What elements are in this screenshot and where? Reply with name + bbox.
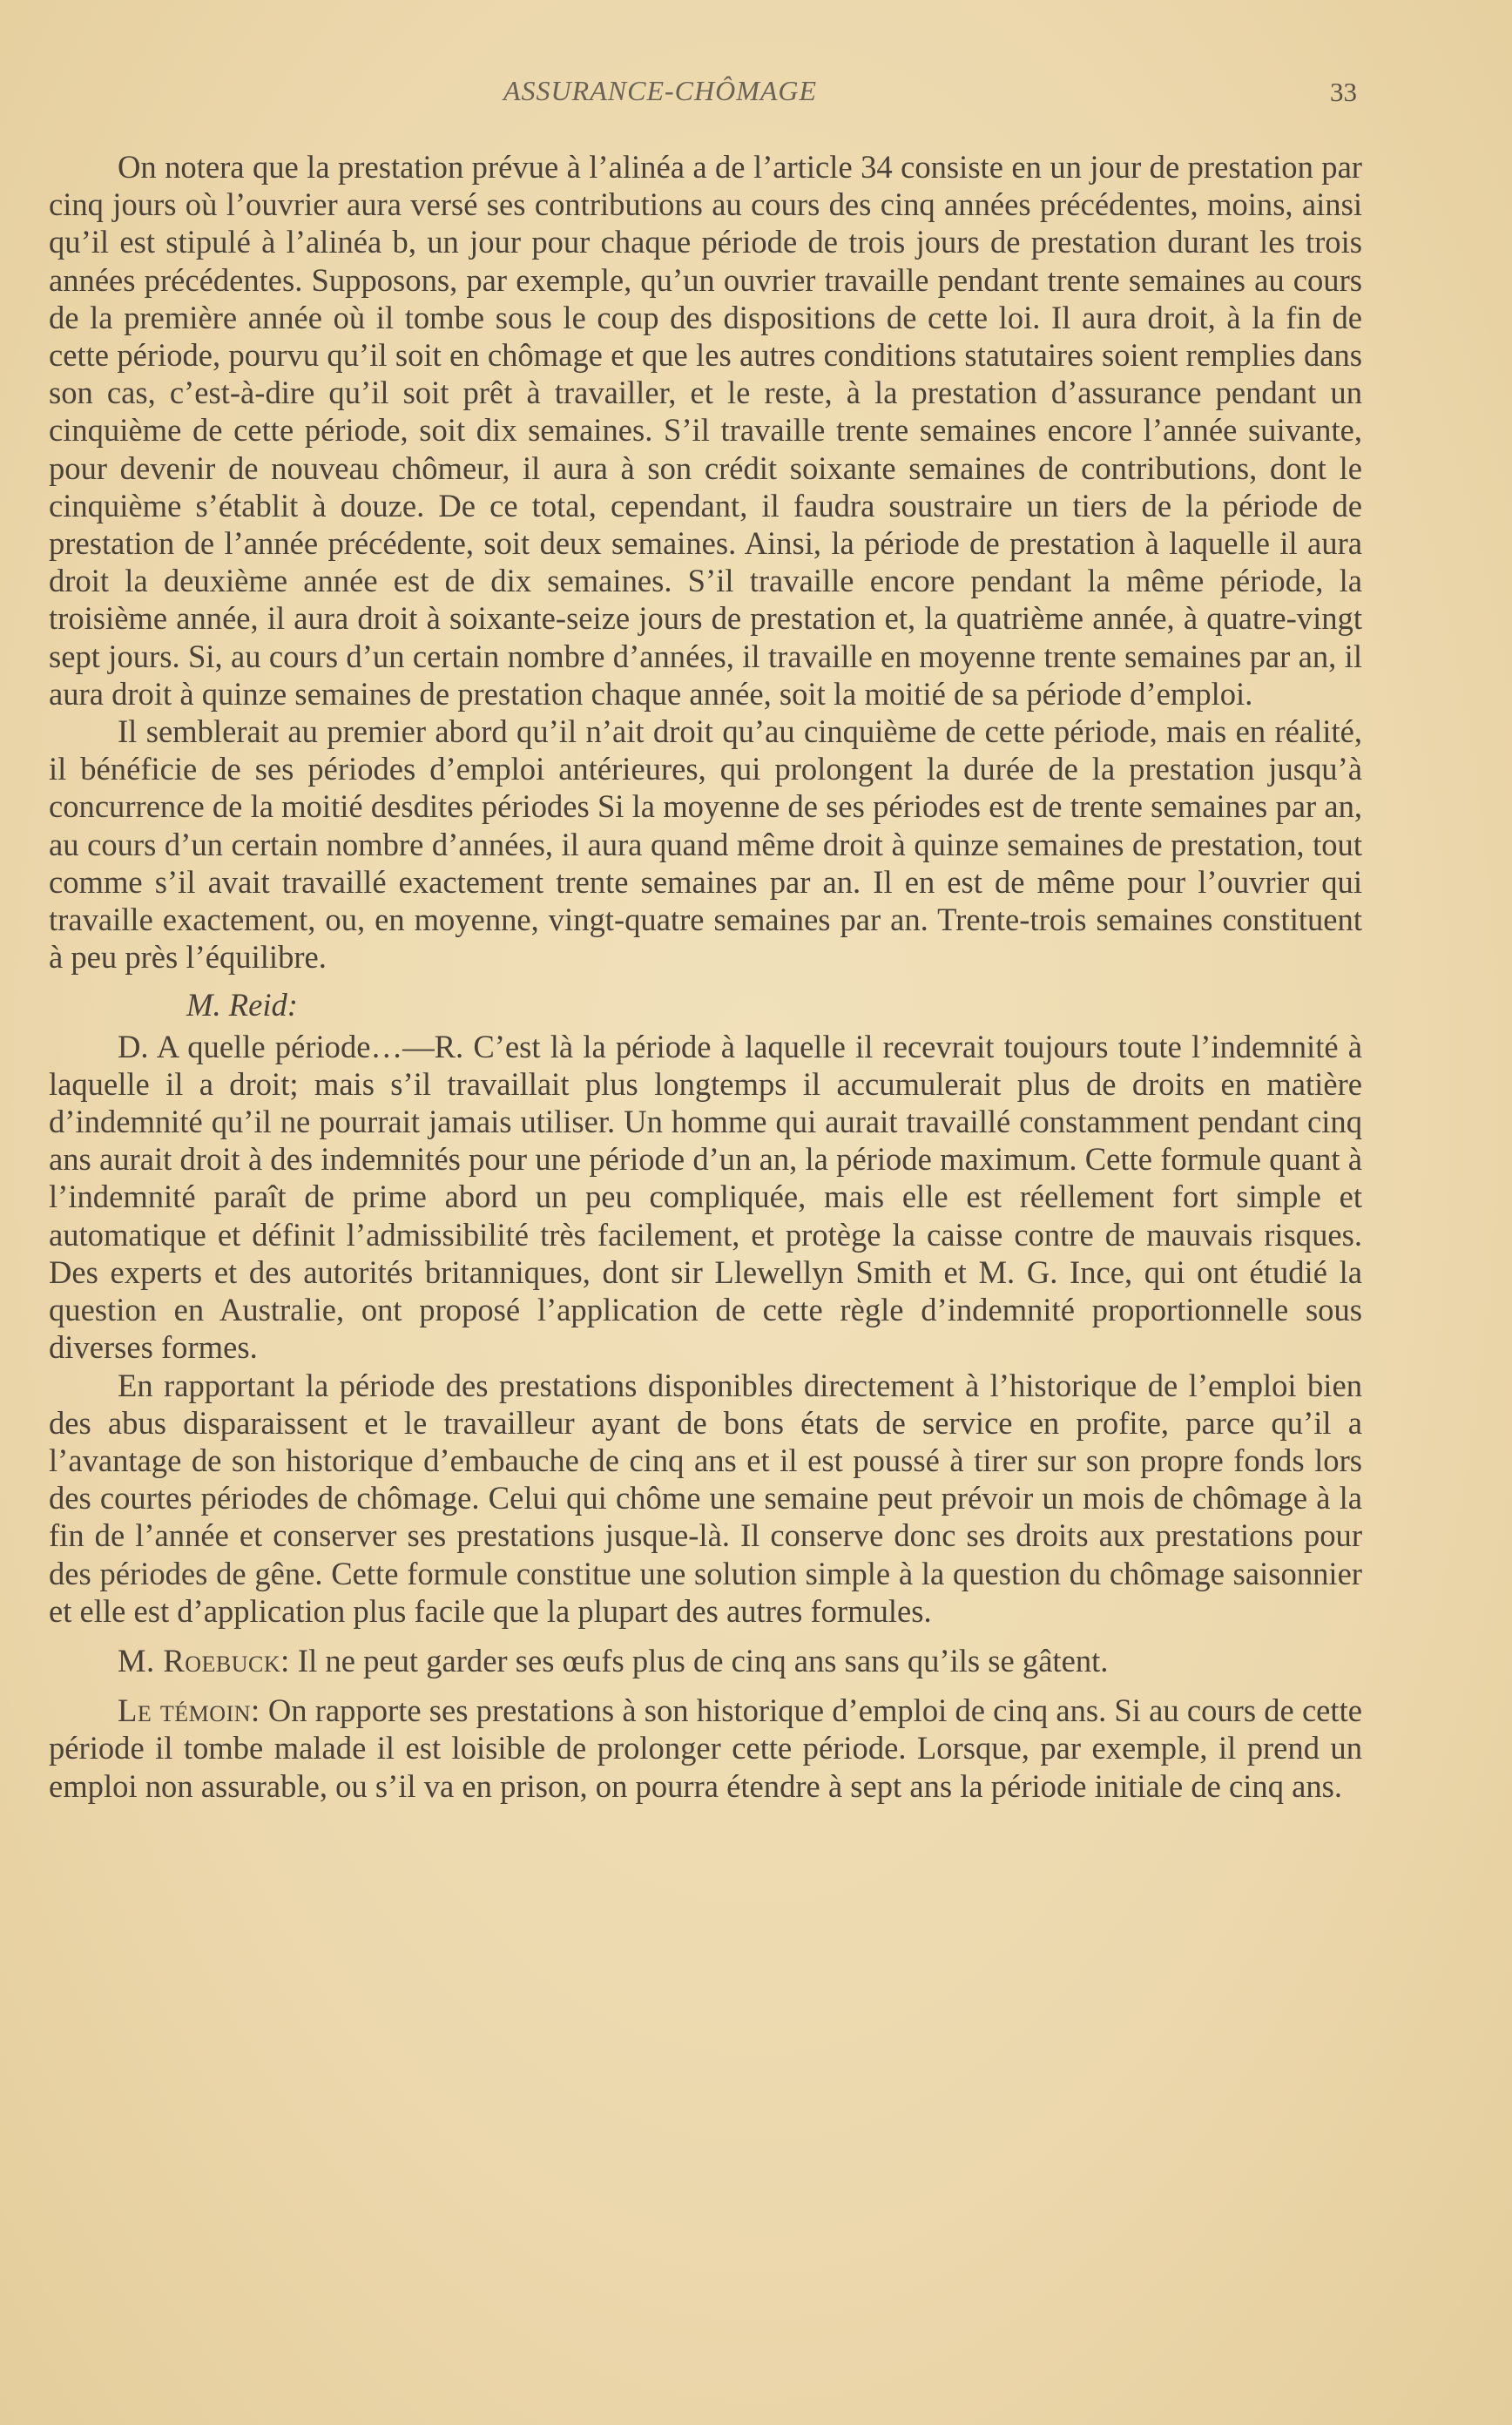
- paragraph-prior-employment: Il semblerait au premier abord qu’il n’ait droit qu’au cinquième de cette période, mais en réalité, il bénéficie de ses périodes d’emploi antérieures, qui prolongent la durée de la prestation jusqu’à concurrence de la moitié desdites périodes Si la moyenne de ses périodes est de trente semaines par an, au cours d’un certain nombre d’années, il aura quand même droit à quinze semaines de prestation, tout comme s’il avait travaillé exactement trente semaines par an. Il en est de même pour l’ouvrier qui travaille exactement, ou, en moyenne, vingt-quatre semaines par an. Trente-trois semaines constituent à peu près l’équilibre.: [49, 713, 1362, 976]
- paragraph-roebuck: [49, 1642, 1362, 1679]
- paragraph-temoin: [49, 1692, 1362, 1805]
- paragraph-employment-history: En rapportant la période des prestations disponibles directement à l’historique de l’emploi bien des abus disparaissent et le travailleur ayant de bons états de service en profite, parce qu’il a l’avantage de son historique d’embauche de cinq ans et il est poussé à tirer sur son propre fonds lors des courtes périodes de chômage. Celui qui chôme une semaine peut prévoir un mois de chômage à la fin de l’année et conserver ses prestations jusque-là. Il conserve donc ses droits aux prestations pour des périodes de gêne. Cette formule constitue une solution simple à la question du chômage saisonnier et elle est d’application plus facile que la plupart des autres formules.: [49, 1367, 1362, 1629]
- paragraph-question-answer: D. A quelle période…—R. C’est là la période à laquelle il recevrait toujours toute l’indemnité à laquelle il a droit; mais s’il travaillait plus longtemps il accumulerait plus de droits en matière d’indemnité qu’il ne pourrait jamais utiliser. Un homme qui aurait travaillé constamment pendant cinq ans aurait droit à des indemnités pour une période d’un an, la période maximum. Cette formule quant à l’indemnité paraît de prime abord un peu compliquée, mais elle est réellement fort simple et automatique et définit l’admissibilité très facilement, et protège la caisse contre de mauvais risques. Des experts et des autorités britanniques, dont sir Llewellyn Smith et M. G. Ince, qui ont étudié la question en Australie, ont proposé l’application de cette règle d’indemnité proportionnelle sous diverses formes.: [49, 1028, 1362, 1366]
- paragraph-contribution-formula: On notera que la prestation prévue à l’alinéa a de l’article 34 consiste en un jour de prestation par cinq jours où l’ouvrier aura versé ses contributions au cours des cinq années précédentes, moins, ainsi qu’il est stipulé à l’alinéa b, un jour pour chaque période de trois jours de prestation durant les trois années précédentes. Supposons, par exemple, qu’un ouvrier travaille pendant trente semaines au cours de la première année où il tombe sous le coup des dispositions de cette loi. Il aura droit, à la fin de cette période, pourvu qu’il soit en chômage et que les autres conditions statutaires soient remplies dans son cas, c’est-à-dire qu’il soit prêt à travailler, et le reste, à la prestation d’assurance pendant un cinquième de cette période, soit dix semaines. S’il travaille trente semaines encore l’année suivante, pour devenir de nouveau chômeur, il aura à son crédit soixante semaines de contributions, dont le cinquième s’établit à douze. De ce total, cependant, il faudra soustraire un tiers de la période de prestation de l’année précédente, soit deux semaines. Ainsi, la période de prestation à laquelle il aura droit la deuxième année est de dix semaines. S’il travaille encore pendant la même période, la troisième année, il aura droit à soixante-seize jours de prestation et, la quatrième année, à quatre-vingt sept jours. Si, au cours d’un certain nombre d’années, il travaille en moyenne trente semaines par an, il aura droit à quinze semaines de prestation chaque année, soit la moitié de sa période d’emploi.: [49, 149, 1362, 712]
- speaker-roebuck: M. Roebuck:: [118, 1642, 290, 1679]
- running-title: ASSURANCE-CHÔMAGE: [503, 75, 818, 106]
- speaker-heading-reid: M. Reid:: [186, 987, 298, 1023]
- temoin-text: On rapporte ses prestations à son historique d’emploi de cinq ans. Si au cours de cette période il tombe malade il est loisible de prolonger cette période. Lorsque, par exemple, il prend un emploi non assurable, ou s’il va en prison, on pourra étendre à sept ans la période initiale de cinq ans.: [49, 1692, 1362, 1804]
- speaker-temoin: Le témoin:: [118, 1692, 260, 1729]
- roebuck-text: Il ne peut garder ses œufs plus de cinq ans sans qu’ils se gâtent.: [289, 1642, 1109, 1679]
- running-head: [0, 75, 1512, 118]
- page-number: 33: [1330, 77, 1357, 107]
- body-text: [49, 148, 1362, 1805]
